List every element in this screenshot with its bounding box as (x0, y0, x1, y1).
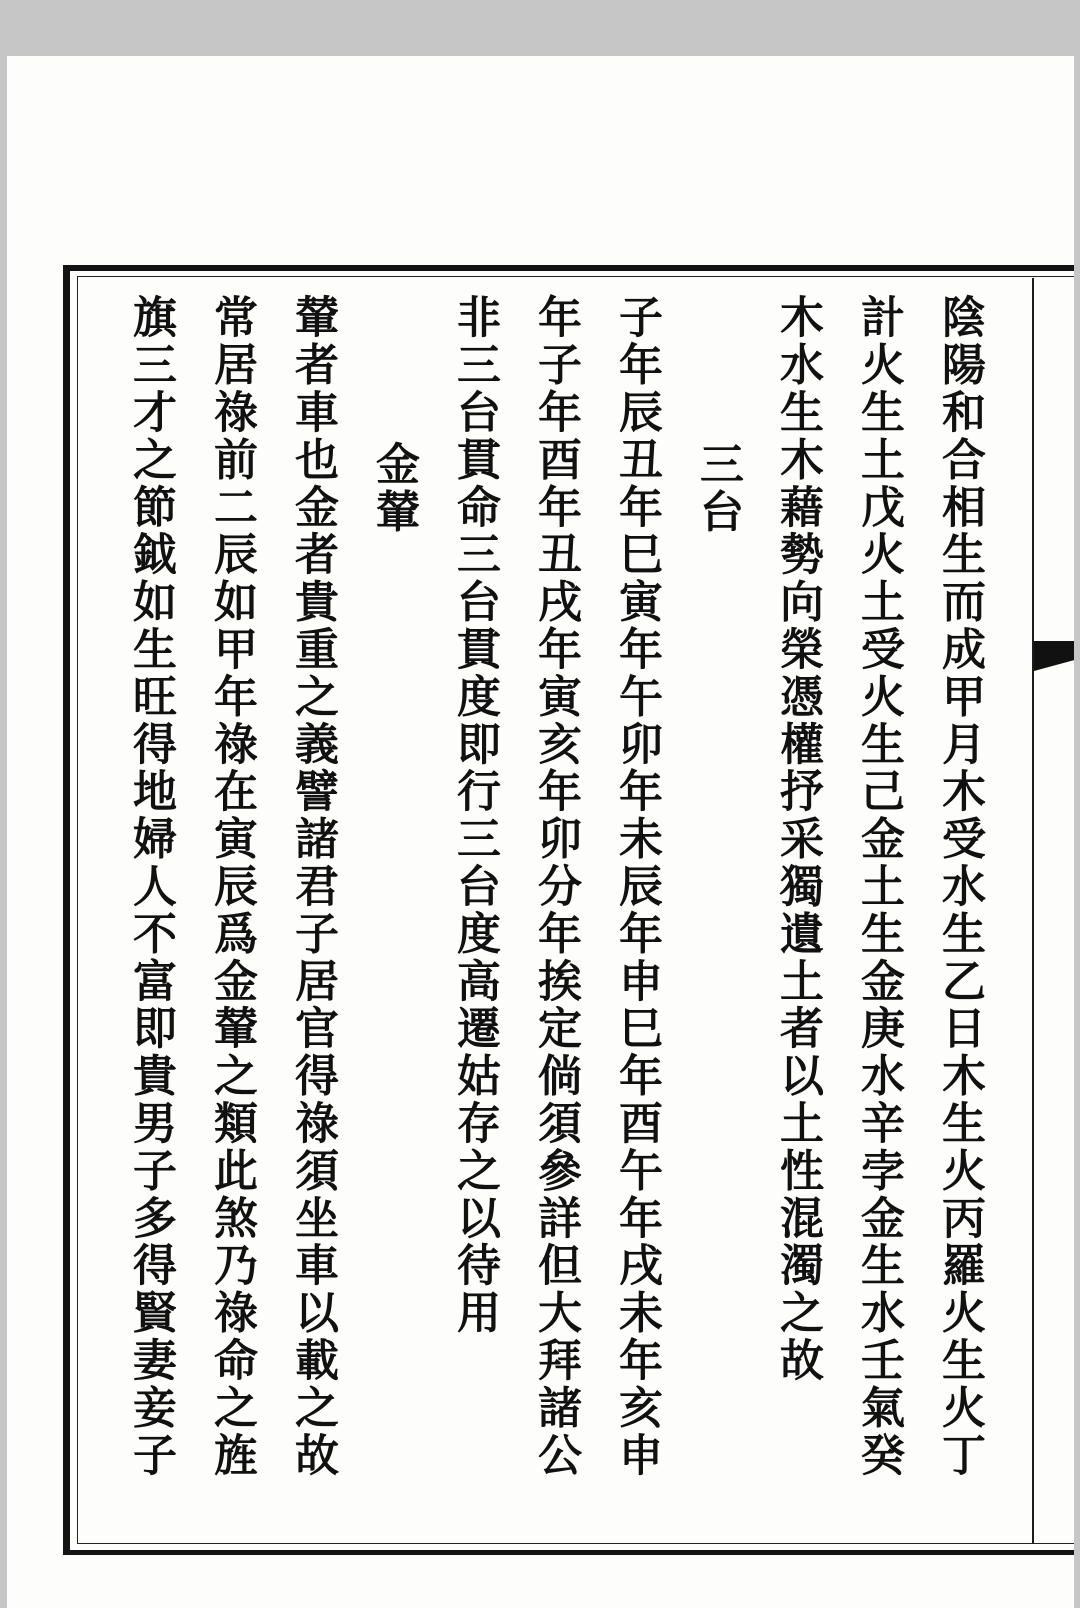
fold-line (1032, 278, 1034, 1543)
text-column-9: 輦者車也金者貴重之義譬諸君子居官得祿須坐車以載之故 (287, 294, 338, 1479)
section-heading-jinnian: 金輦 (368, 441, 419, 536)
scan-top-margin (0, 0, 1080, 56)
text-column-10: 常居祿前二辰如甲年祿在寅辰爲金輦之類此煞乃祿命之旌 (206, 294, 257, 1479)
text-column-5: 子年辰丑年巳寅年午卯年未辰年申巳年酉午年戌未年亥申 (611, 294, 662, 1479)
book-page (7, 56, 1074, 1608)
text-column-6: 年子年酉年丑戌年寅亥年卯分年挨定倘須參詳但大拜諸公 (530, 294, 581, 1479)
text-column-2: 計火生土戊火土受火生己金土生金庚水辛孛金生水壬氣癸 (853, 294, 904, 1479)
text-column-3: 木水生木藉勢向榮憑權抒采獨遺土者以土性混濁之故 (772, 294, 823, 1385)
text-column-11: 旗三才之節鉞如生旺得地婦人不富即貴男子多得賢妻妾子 (125, 294, 176, 1479)
scan-right-margin (1074, 56, 1080, 1608)
text-column-1: 陰陽和合相生而成甲月木受水生乙日木生火丙羅火生火丁 (934, 294, 985, 1479)
section-heading-santai: 三台 (692, 441, 743, 536)
scan-left-margin (0, 56, 7, 1608)
text-column-7: 非三台貫命三台貫度即行三台度高遷姑存之以待用 (449, 294, 500, 1337)
